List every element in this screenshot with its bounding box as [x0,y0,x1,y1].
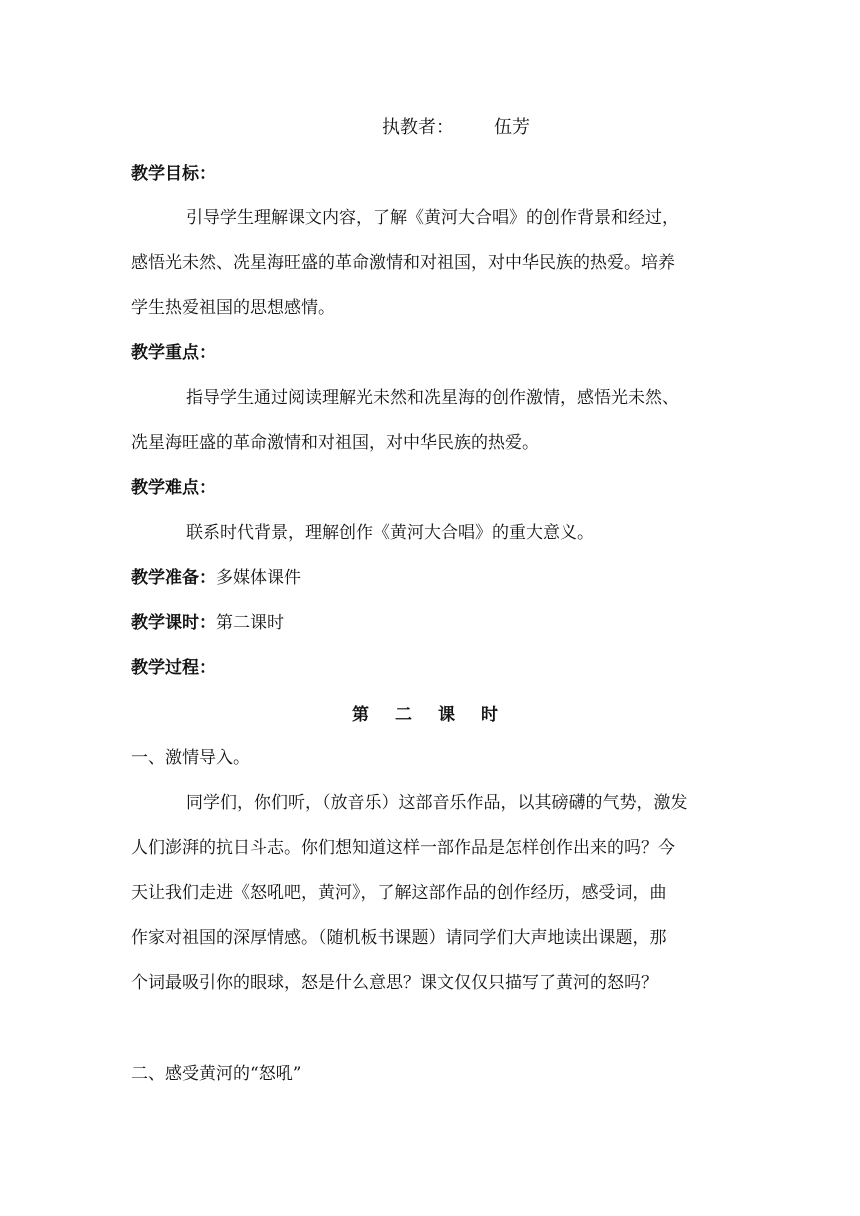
preparation-heading: 教学准备： [131,568,216,588]
key-points-line-2: 冼星海旺盛的革命激情和对祖国，对中华民族的热爱。 [131,433,539,453]
teacher-line [382,116,530,140]
difficulties-line-1: 联系时代背景，理解创作《黄河大合唱》的重大意义。 [186,523,594,543]
preparation-value: 多媒体课件 [216,568,301,588]
preparation-line [131,566,301,590]
section2-heading: 二、感受黄河的“怒吼” [131,1064,302,1084]
section1-line-1: 同学们，你们听，（放音乐）这部音乐作品，以其磅礴的气势，激发 [186,793,688,813]
goals-line-1: 引导学生理解课文内容，了解《黄河大合唱》的创作背景和经过， [186,208,679,228]
period-line [131,611,284,635]
teacher-label: 执教者： [382,117,454,138]
key-points-heading: 教学重点： [131,343,216,363]
key-points-line-1: 指导学生通过阅读理解光未然和冼星海的创作激情，感悟光未然、 [186,388,679,408]
section1-line-5: 个词最吸引你的眼球，怒是什么意思？课文仅仅只描写了黄河的怒吗？ [131,973,658,993]
section1-heading: 一、激情导入。 [131,748,250,768]
lesson-title: 第二课时 [352,705,524,725]
goals-line-2: 感悟光未然、冼星海旺盛的革命激情和对祖国，对中华民族的热爱。培养 [131,253,675,273]
section1-line-2: 人们澎湃的抗日斗志。你们想知道这样一部作品是怎样创作出来的吗？今 [131,838,675,858]
process-heading: 教学过程： [131,658,216,678]
difficulties-heading: 教学难点： [131,478,216,498]
period-value: 第二课时 [216,613,284,633]
goals-line-3: 学生热爱祖国的思想感情。 [131,298,335,318]
period-heading: 教学课时： [131,613,216,633]
goals-heading: 教学目标： [131,164,216,184]
teacher-name: 伍芳 [494,117,530,138]
section1-line-4: 作家对祖国的深厚情感。（随机板书课题）请同学们大声地读出课题，那 [131,928,667,948]
section1-line-3: 天让我们走进《怒吼吧，黄河》，了解这部作品的创作经历，感受词，曲 [131,883,667,903]
